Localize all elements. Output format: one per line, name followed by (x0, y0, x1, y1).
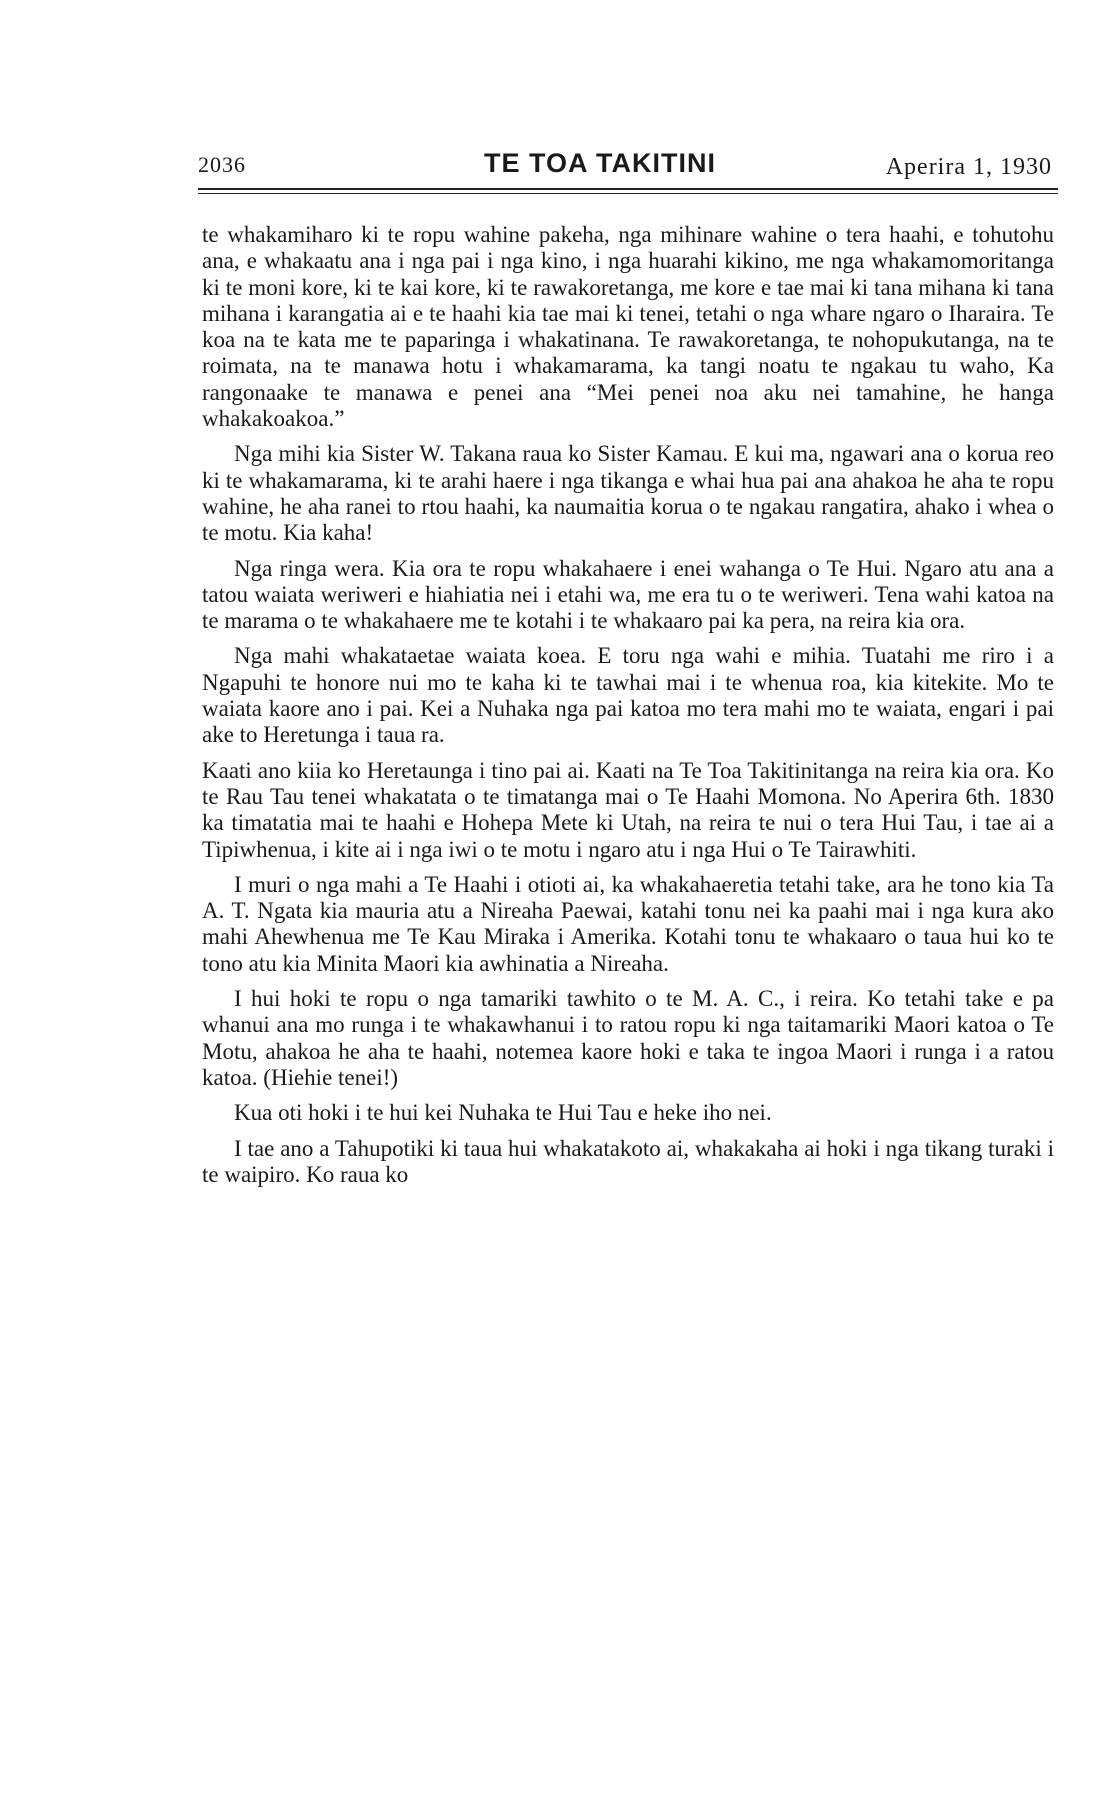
running-header (198, 150, 1058, 184)
paragraph: I hui hoki te ropu o nga tamariki tawhito o te M. A. C., i reira. Ko tetahi take e pa whanui ana mo runga i te whakawhanui i to ratou ropu ki nga taitamariki Maori katoa o Te Motu, ahakoa he aha te haahi, notemea kaore hoki e taka te ingoa Maori i runga i a ratou katoa. (Hiehie tenei!) (202, 986, 1054, 1090)
paragraph: te whakamiharo ki te ropu wahine pakeha, nga mihinare wahine o tera haahi, e tohutohu ana, e whakaatu ana i nga pai i nga kino, i nga huarahi kikino, me nga whakamomoritanga ki te moni kore, ki te kai kore, ki te rawakoretanga, me kore e tae mai ki tana mihana ki tana mihana i karangatia ai e te haahi kia tae mai ki tenei, tetahi o nga whare ngaro o Iharaira. Te koa na te kata me te paparinga i whakatinana. Te rawakoretanga, te nohopukutanga, na te roimata, na te manawa hotu i whakamarama, ka tangi noatu te ngakau tu waho, Ka rangonaake te manawa e penei ana “Mei penei noa aku nei tamahine, he hanga whakakoakoa.” (202, 222, 1054, 432)
article-body (202, 222, 1054, 1197)
paragraph: I muri o nga mahi a Te Haahi i otioti ai, ka whakahaeretia tetahi take, ara he tono kia Ta A. T. Ngata kia mauria atu a Nireaha Paewai, katahi tonu nei ka paahi mai i nga kura ako mahi Ahewhenua me Te Kau Miraka i Amerika. Kotahi tonu te whakaaro o taua hui ko te tono atu kia Minita Maori kia awhinatia a Nireaha. (202, 871, 1054, 976)
page-number: 2036 (198, 152, 246, 177)
paragraph: I tae ano a Tahupotiki ki taua hui whakatakoto ai, whakakaha ai hoki i nga tikang turaki i te waipiro. Ko raua ko (202, 1135, 1054, 1187)
header-rule-thin (198, 193, 1058, 194)
paragraph: Nga mahi whakataetae waiata koea. E toru nga wahi e mihia. Tuatahi me riro i a Ngapuhi te honore nui mo te kaha ki te tawhai mai i te whenua roa, kia kitekite. Mo te waiata kaore ano i pai. Kei a Nuhaka nga pai katoa mo tera mahi mo te waiata, engari i pai ake to Heretunga i taua ra. (202, 643, 1054, 748)
paragraph: Kaati ano kiia ko Heretaunga i tino pai ai. Kaati na Te Toa Takitinitanga na reira kia ora. Ko te Rau Tau tenei whakatata o te timatanga mai o Te Haahi Momona. No Aperira 6th. 1830 ka timatatia mai te haahi e Hohepa Mete ki Utah, na reira te nui o tera Hui Tau, i tae ai a Tipiwhenua, i kite ai i nga iwi o te motu i ngaro atu i nga Hui o Te Tairawhiti. (202, 757, 1054, 862)
issue-date: Aperira 1, 1930 (885, 154, 1052, 180)
header-rule (198, 188, 1058, 190)
paragraph: Nga ringa wera. Kia ora te ropu whakahaere i enei wahanga o Te Hui. Ngaro atu ana a tatou waiata weriweri e hiahiatia nei i etahi wa, me era tu o te weriweri. Tena wahi katoa na te marama o te whakahaere me te kotahi i te whakaaro pai ka pera, na reira kia ora. (202, 555, 1054, 634)
paragraph: Nga mihi kia Sister W. Takana raua ko Sister Kamau. E kui ma, ngawari ana o korua reo ki te whakamarama, ki te arahi haere i nga tikanga e whai hua pai ana ahakoa he aha te ropu wahine, he aha ranei to rtou haahi, ka naumaitia korua o te ngakau rangatira, ahako i whea o te motu. Kia kaha! (202, 441, 1054, 546)
publication-title: TE TOA TAKITINI (484, 148, 716, 178)
paragraph: Kua oti hoki i te hui kei Nuhaka te Hui Tau e heke iho nei. (234, 1100, 772, 1126)
